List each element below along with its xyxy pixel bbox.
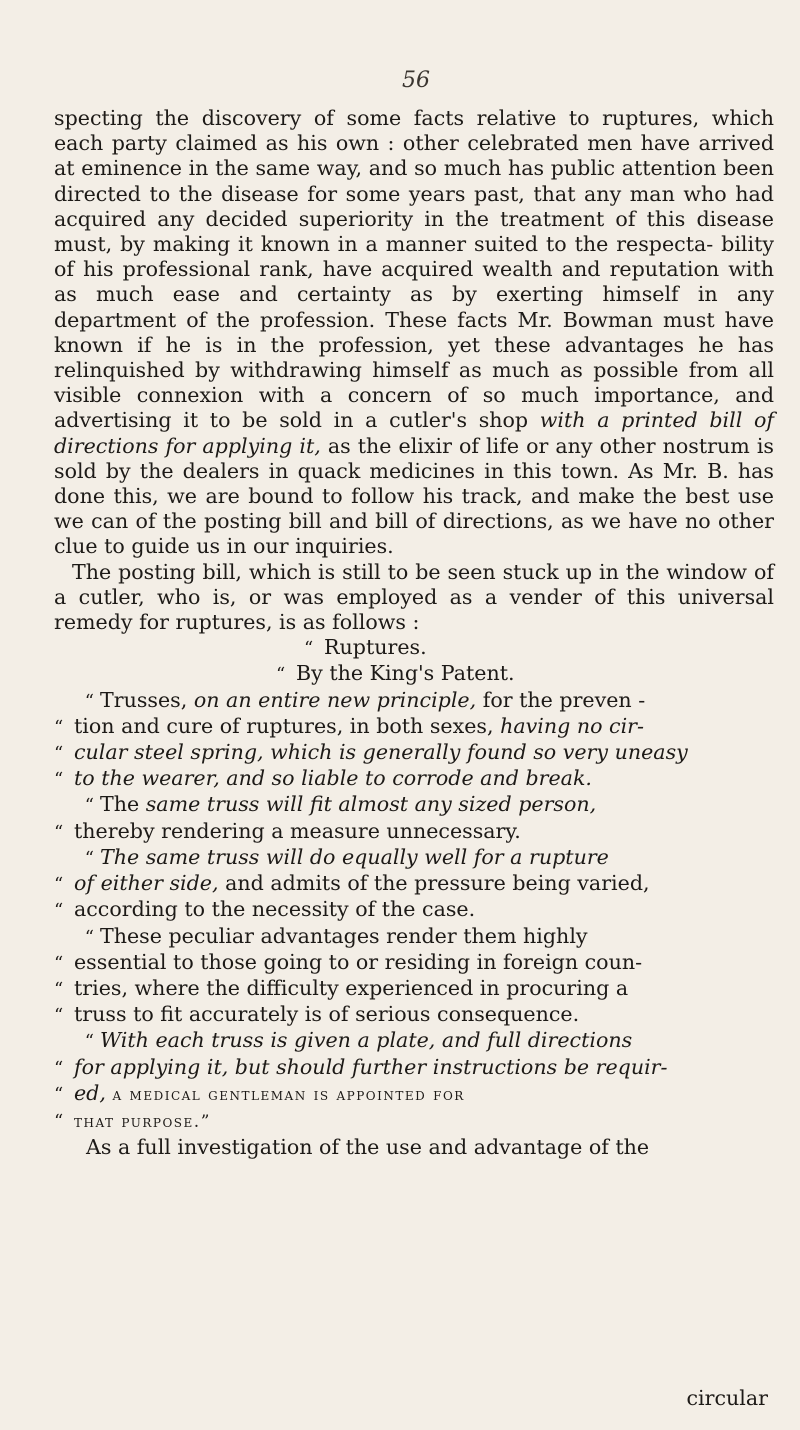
paragraph-intro (54, 106, 774, 560)
bill-line: “ that purpose.” (54, 1110, 211, 1132)
page-body (54, 106, 774, 1160)
paragraph-closing: As a full investigation of the use and advantage of the (86, 1135, 650, 1160)
bill-line: “ according to the necessity of the case. (54, 897, 476, 922)
posting-bill-quote (54, 635, 774, 1135)
bill-line: “ cular steel spring, which is generally found so very uneasy (54, 740, 688, 765)
paragraph-intro-text: specting the discovery of some facts relative to ruptures, which each party claimed as his own : other celebrated men have arrived at eminence in the same way, and so much has public attention been directed to the disease for some years past, that any man who had acquired any decided superiority in the treatment of this disease must, by making it known in a manner suited to the respecta- bility of his professional rank, have acquired wealth and reputation with as much ease and certainty as by exerting himself in any department of the profession. These facts Mr. Bowman must have known if he is in the profession, yet these advantages he has relinquished by withdrawing himself as much as possible from all visible connexion with a concern of so much importance, and advertising it to be sold in a cutler's shop (54, 106, 774, 433)
bill-line: “ essential to those going to or residing in foreign coun- (54, 949, 643, 974)
bill-line: “ for applying it, but should further instructions be requir- (54, 1054, 668, 1079)
bill-heading-patent: “ By the King's Patent. (276, 661, 515, 686)
bill-line: “ tion and cure of ruptures, in both sexes, having no cir- (54, 713, 644, 738)
page-number: 56 (402, 68, 430, 93)
paragraph-posting-bill: The posting bill, which is still to be seen stuck up in the window of a cutler, who is, or was employed as a vender of this universal remedy for ruptures, is as follows : (54, 559, 774, 635)
bill-heading-ruptures: “ Ruptures. (304, 635, 427, 660)
bill-line: “ With each truss is given a plate, and full directions (84, 1028, 633, 1053)
bill-line: “ thereby rendering a measure unnecessary. (54, 818, 521, 843)
bill-line: “ The same truss will fit almost any sized person, (84, 792, 597, 817)
paragraph-intro-italic: with a printed bill of directions for applying it, (54, 408, 775, 458)
bill-line: “ ed, a medical gentleman is appointed for (54, 1080, 465, 1105)
bill-line: “ tries, where the difficulty experienced in procuring a (54, 975, 629, 1000)
bill-line: “ Trusses, on an entire new principle, for the preven - (84, 687, 646, 712)
catchword: circular (686, 1386, 768, 1410)
bill-line: “ of either side, and admits of the pressure being varied, (54, 871, 650, 896)
bill-line: “ to the wearer, and so liable to corrode and break. (54, 766, 592, 791)
bill-line: “ These peculiar advantages render them highly (84, 923, 588, 948)
paragraph-intro-tail: as the elixir of life or any other nostrum is sold by the dealers in quack medicines in this town. As Mr. B. has done this, we are bound to follow his track, and make the best use we can of the posting bill and bill of directions, as we have no other clue to guide us in our inquiries. (54, 433, 774, 559)
bill-line: “ The same truss will do equally well for a rupture (84, 844, 609, 869)
bill-line: “ truss to fit accurately is of serious consequence. (54, 1002, 580, 1027)
